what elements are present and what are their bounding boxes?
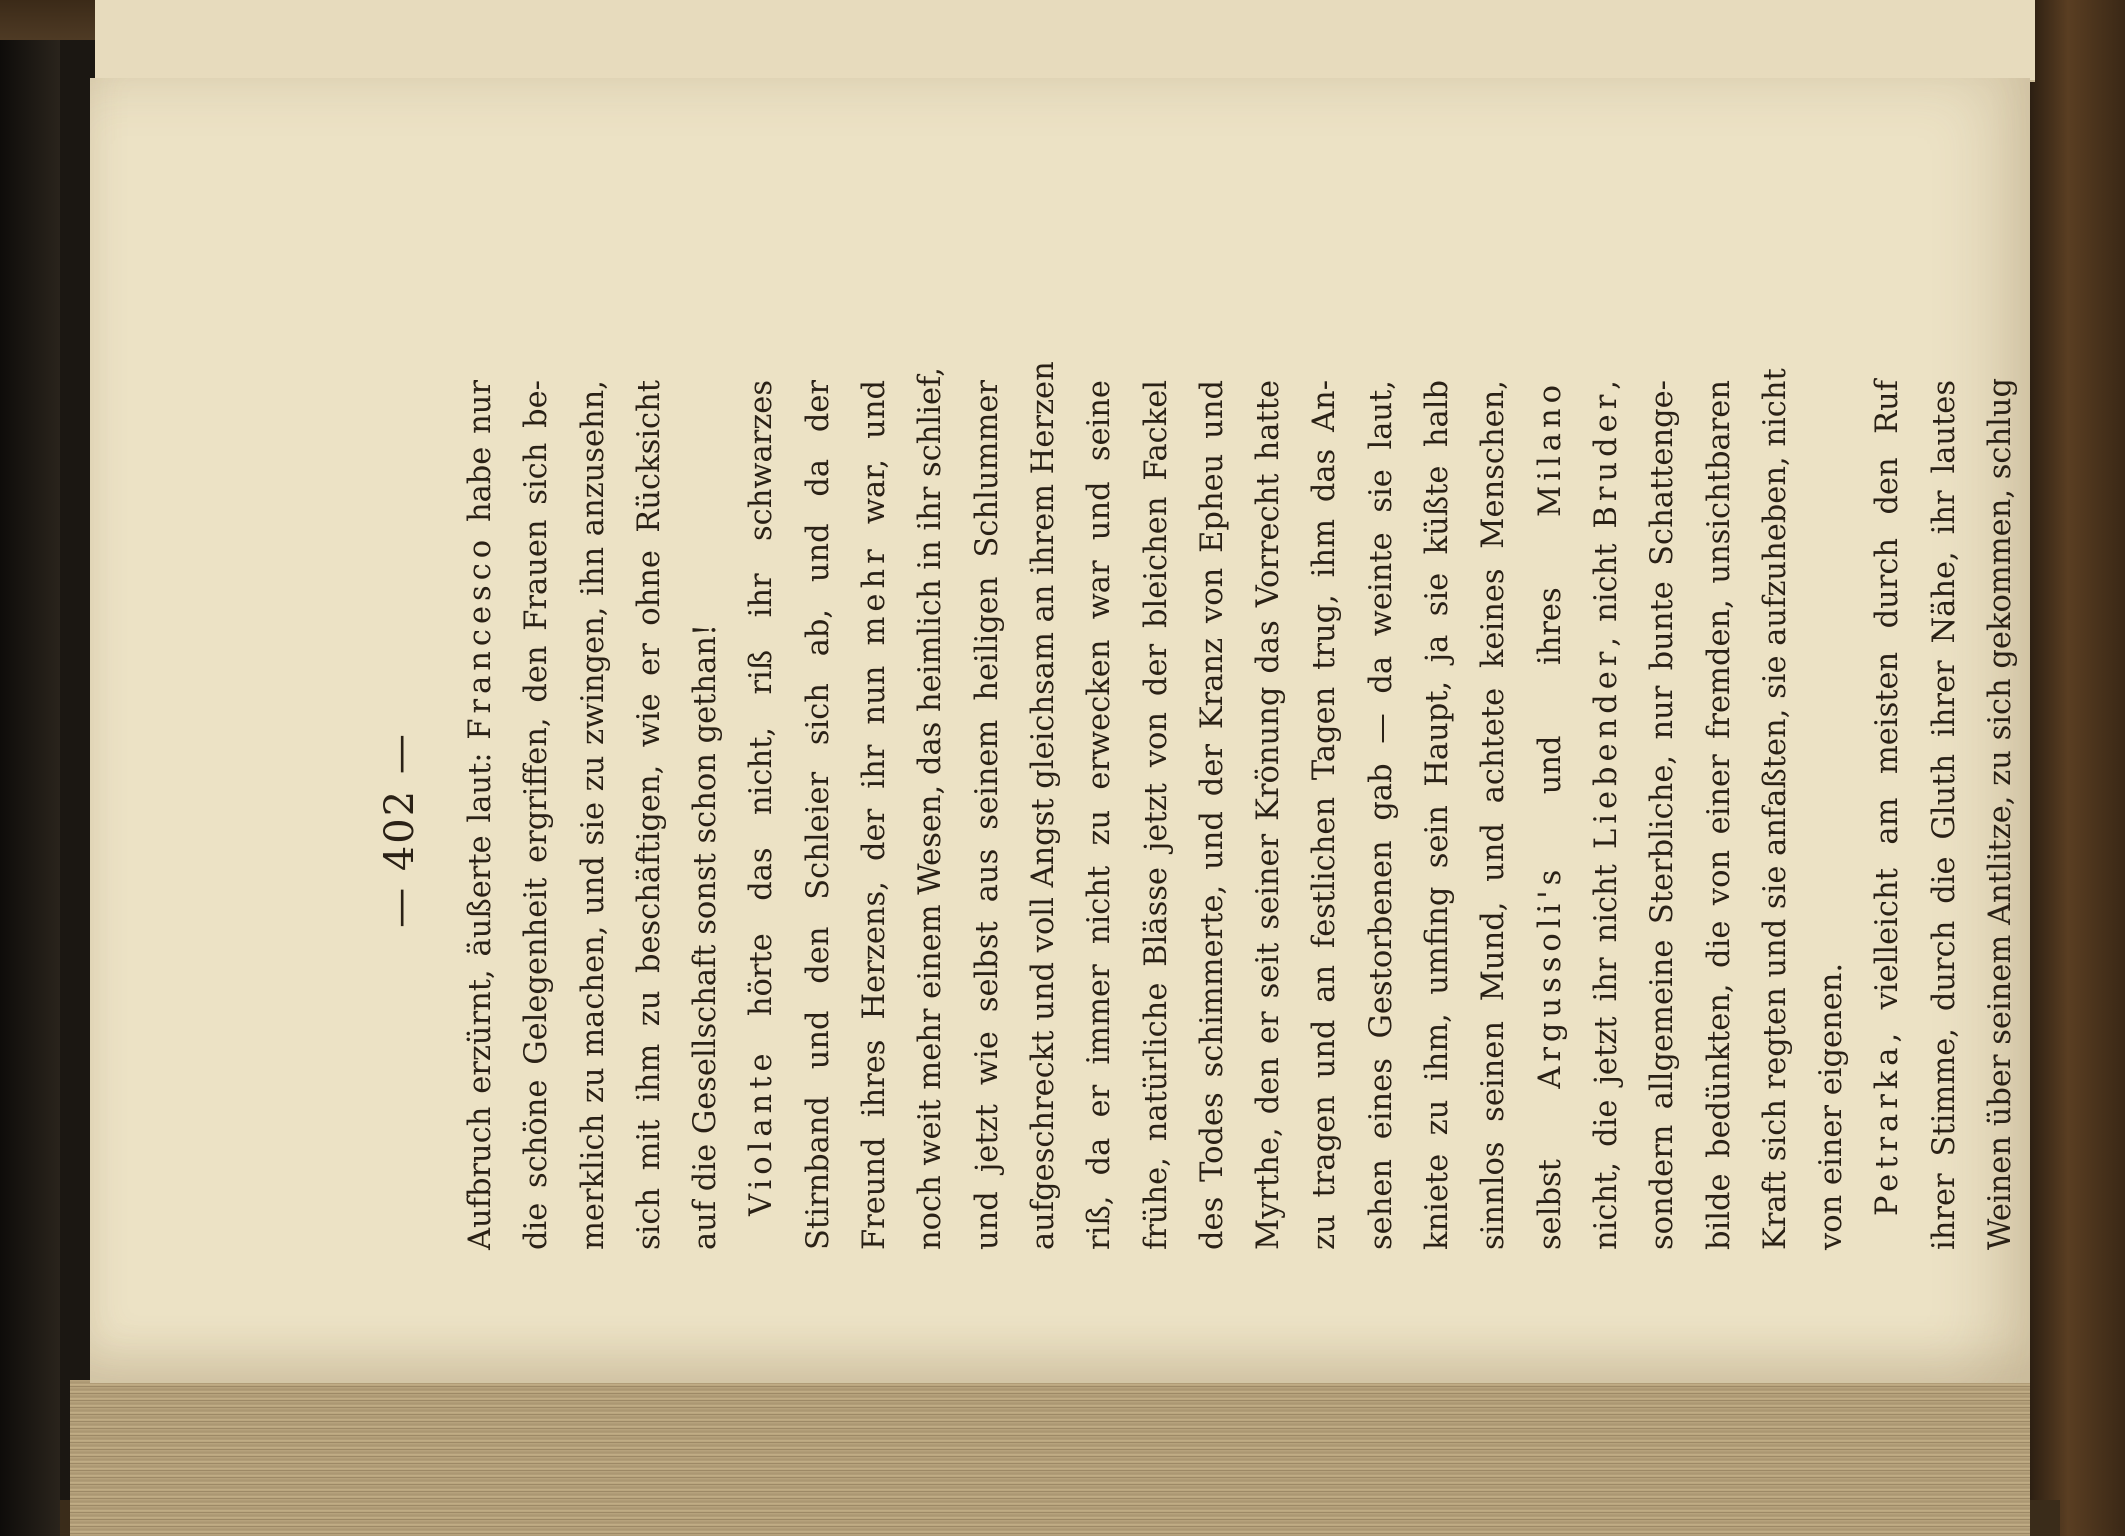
text-line: [1410, 380, 1466, 1250]
text-run: Weinen über seinem Antlitze, zu sich gekommen, schlug: [1983, 377, 2019, 1250]
spaced-name: Violante: [744, 1048, 780, 1216]
text-line: [1860, 380, 1916, 1250]
text-run: Freund ihres Herzens, der ihr nun: [857, 645, 893, 1250]
text-line: [678, 380, 734, 1250]
text-run: sehen eines Gestorbenen gab — da weinte sie laut,: [1363, 380, 1399, 1250]
text-line: [566, 380, 622, 1250]
text-run: aufgeschreckt und voll Angst gleichsam an ihrem Herzen: [1025, 361, 1061, 1250]
text-run: auf die Gesellschaft sonst schon gethan!: [688, 623, 724, 1250]
book-cover-left: [0, 0, 60, 1536]
text-line: [1523, 380, 1579, 1250]
page-number: — 402 —: [377, 732, 423, 928]
text-line: [1635, 380, 1691, 1250]
text-line: [509, 380, 565, 1250]
text-run: sinnlos seinen Mund, und achtete keines Menschen,: [1476, 380, 1512, 1250]
text-line: [1129, 380, 1185, 1250]
facing-page-edge: [95, 0, 2035, 82]
spaced-name: Liebender: [1588, 646, 1624, 850]
text-run: riß, da er immer nicht zu erwecken war und seine: [1082, 380, 1118, 1250]
text-line: [1072, 380, 1128, 1250]
text-run: von einer eigenen.: [1814, 962, 1850, 1250]
text-run: kniete zu ihm, umfing sein Haupt, ja sie küßte halb: [1420, 380, 1456, 1250]
spaced-name: Milano: [1532, 380, 1568, 517]
text-line: [847, 380, 903, 1250]
text-line: [453, 380, 509, 1250]
text-line: [1297, 380, 1353, 1250]
text-run: nicht, die jetzt ihr nicht: [1588, 849, 1624, 1250]
text-run: noch weit mehr einem Wesen, das heimlich in ihr schlief,: [913, 367, 949, 1250]
text-line: [903, 367, 959, 1250]
text-line: [1692, 380, 1748, 1250]
text-line: [1804, 380, 1860, 1250]
text-line: [960, 380, 1016, 1250]
spaced-name: Francesco: [463, 534, 498, 740]
spaced-name: Bruder: [1588, 389, 1624, 529]
text-run: frühe, natürliche Blässe jetzt von der bleichen Fackel: [1138, 380, 1174, 1250]
text-run: sich mit ihm zu beschäftigen, wie er ohne Rücksicht: [631, 380, 667, 1250]
text-run: war, und: [857, 380, 893, 545]
text-run: selbst: [1532, 1088, 1568, 1250]
text-line: [622, 380, 678, 1250]
spaced-name: mehr: [857, 544, 893, 646]
page-edges: [70, 1380, 2030, 1536]
text-run: zu tragen und an festlichen Tagen trug, ihm das An-: [1307, 380, 1343, 1250]
text-run: ihrer Stimme, durch die Gluth ihrer Nähe, ihr lautes: [1926, 380, 1962, 1250]
text-run: Stirnband und den Schleier sich ab, und da der: [800, 380, 836, 1250]
text-line: [1241, 380, 1297, 1250]
text-run: , nicht: [1588, 528, 1624, 647]
text-run: , vielleicht am meisten durch den Ruf: [1870, 380, 1906, 1043]
text-run: und jetzt wie selbst aus seinem heiligen Schlummer: [969, 380, 1005, 1250]
text-line: [1973, 377, 2029, 1250]
text-run: bilde bedünkten, die von einer fremden, unsichtbaren: [1701, 380, 1737, 1250]
text-run: des Todes schimmerte, und der Kranz von Epheu und: [1194, 380, 1230, 1250]
text-run: Aufbruch erzürnt, äußerte laut:: [463, 739, 498, 1250]
text-line: [734, 380, 790, 1250]
text-run: merklich zu machen, und sie zu zwingen, ihn anzusehn,: [575, 380, 611, 1250]
text-run: und ihres: [1532, 516, 1568, 865]
book-page: [90, 78, 2030, 1383]
text-run: Myrthe, den er seit seiner Krönung das Vorrecht hatte: [1251, 380, 1287, 1250]
text-run: sondern allgemeine Sterbliche, nur bunte Schattenge-: [1645, 380, 1681, 1250]
text-line: [1016, 361, 1072, 1250]
text-line: [1917, 380, 1973, 1250]
spaced-name: Petrarka: [1870, 1042, 1906, 1216]
text-run: die schöne Gelegenheit ergriffen, den Frauen sich be-: [519, 380, 555, 1250]
text-line: [1579, 380, 1635, 1250]
book-cover-right: [2030, 0, 2125, 1536]
text-run: habe nur: [463, 380, 498, 535]
text-line: [1748, 368, 1804, 1250]
text-line: [791, 380, 847, 1250]
text-run: Kraft sich regten und sie anfaßten, sie aufzuheben, nicht: [1757, 368, 1793, 1250]
text-line: [1354, 380, 1410, 1250]
page-text: [453, 361, 2029, 1250]
spaced-name: Argussoli's: [1532, 864, 1568, 1089]
text-line: [1185, 380, 1241, 1250]
text-run: hörte das nicht, riß ihr schwarzes: [744, 380, 780, 1049]
text-line: [1466, 380, 1522, 1250]
text-run: ,: [1588, 379, 1624, 390]
rotated-text-area: [305, 290, 2019, 1370]
